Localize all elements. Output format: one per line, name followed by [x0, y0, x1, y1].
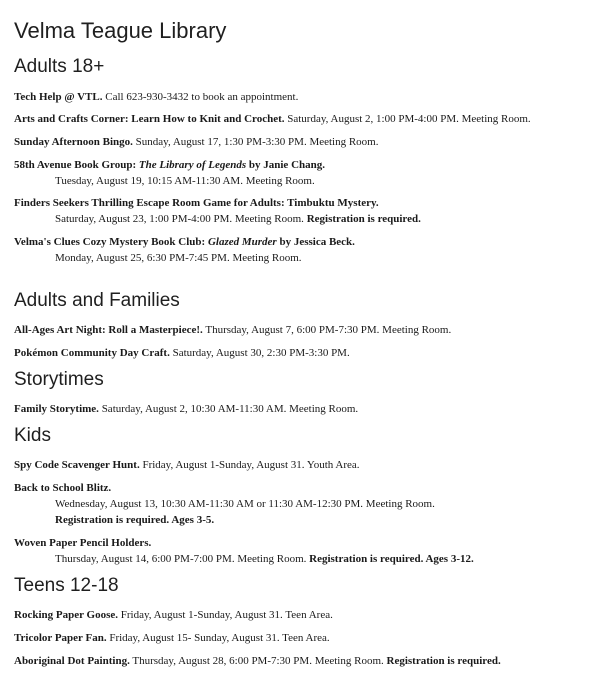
event-name: Tech Help @ VTL.	[14, 91, 103, 103]
event-paper-fan	[14, 631, 330, 645]
event-details: Saturday, August 23, 1:00 PM-4:00 PM. Meeting Room.	[55, 213, 307, 225]
event-name: Aboriginal Dot Painting.	[14, 655, 130, 667]
age-range: Ages 3-5.	[169, 514, 215, 526]
event-details: Sunday, August 17, 1:30 PM-3:30 PM. Meeting Room.	[132, 136, 379, 148]
event-escape-room	[14, 196, 379, 210]
event-name: Velma's Clues Cozy Mystery Book Club:	[14, 236, 208, 248]
registration-note: Registration is required.	[309, 553, 424, 565]
page-title: Velma Teague Library	[14, 18, 227, 43]
event-back-to-school-registration	[55, 513, 214, 527]
section-heading-families: Adults and Families	[14, 290, 180, 311]
event-pencil-holders-details	[55, 552, 474, 566]
event-mystery-club-details: Monday, August 25, 6:30 PM-7:45 PM. Meeting Room.	[55, 252, 302, 264]
registration-note: Registration is required.	[306, 213, 421, 225]
event-spy-code	[14, 458, 360, 472]
section-heading-teens: Teens 12-18	[14, 575, 119, 596]
event-details: Thursday, August 28, 6:00 PM-7:30 PM. Meeting Room.	[129, 655, 387, 667]
event-tech-help	[14, 90, 298, 104]
event-name: Pokémon Community Day Craft.	[14, 347, 170, 359]
event-details: Friday, August 1-Sunday, August 31. Youth Area.	[139, 459, 360, 471]
event-back-to-school	[14, 481, 111, 495]
event-name: Rocking Paper Goose.	[14, 609, 118, 621]
event-details: Saturday, August 2, 10:30 AM-11:30 AM. Meeting Room.	[98, 403, 359, 415]
event-name: Family Storytime.	[14, 403, 99, 415]
event-details: Thursday, August 7, 6:00 PM-7:30 PM. Meeting Room.	[202, 324, 452, 336]
event-details: Friday, August 15- Sunday, August 31. Teen Area.	[106, 632, 330, 644]
event-name: 58th Avenue Book Group:	[14, 159, 139, 171]
event-details: Thursday, August 14, 6:00 PM-7:00 PM. Meeting Room.	[55, 553, 310, 565]
event-name: Arts and Crafts Corner: Learn How to Knit and Crochet.	[14, 113, 285, 125]
event-name: Finders Seekers Thrilling Escape Room Game for Adults: Timbuktu Mystery.	[14, 197, 379, 209]
event-family-storytime	[14, 402, 358, 416]
registration-note: Registration is required.	[55, 514, 170, 526]
event-pokemon	[14, 346, 350, 360]
event-name: Spy Code Scavenger Hunt.	[14, 459, 140, 471]
section-heading-kids: Kids	[14, 425, 51, 446]
section-heading-adults: Adults 18+	[14, 56, 105, 77]
event-name: Back to School Blitz.	[14, 482, 112, 494]
book-title: Glazed Murder	[207, 236, 277, 248]
event-details: Saturday, August 30, 2:30 PM-3:30 PM.	[169, 347, 350, 359]
event-author: by Janie Chang.	[246, 159, 325, 171]
event-pencil-holders	[14, 536, 151, 550]
event-paper-goose	[14, 608, 333, 622]
registration-note: Registration is required.	[386, 655, 501, 667]
event-name: Sunday Afternoon Bingo.	[14, 136, 133, 148]
event-details: Call 623-930-3432 to book an appointment.	[102, 91, 299, 103]
event-name: All-Ages Art Night: Roll a Masterpiece!.	[14, 324, 203, 336]
event-arts-crafts	[14, 112, 531, 126]
event-mystery-club	[14, 235, 355, 249]
event-book-group-details: Tuesday, August 19, 10:15 AM-11:30 AM. Meeting Room.	[55, 175, 315, 187]
section-heading-storytimes: Storytimes	[14, 369, 104, 390]
event-escape-room-details	[55, 212, 421, 226]
event-details: Saturday, August 2, 1:00 PM-4:00 PM. Meeting Room.	[284, 113, 531, 125]
event-author: by Jessica Beck.	[276, 236, 355, 248]
event-art-night	[14, 323, 451, 337]
event-book-group	[14, 158, 325, 172]
book-title: The Library of Legends	[138, 159, 247, 171]
event-name: Woven Paper Pencil Holders.	[14, 537, 152, 549]
event-dot-painting	[14, 654, 501, 668]
age-range: Ages 3-12.	[423, 553, 474, 565]
event-back-to-school-details: Wednesday, August 13, 10:30 AM-11:30 AM or 11:30 AM-12:30 PM. Meeting Room.	[55, 498, 435, 510]
event-bingo	[14, 135, 379, 149]
event-details: Friday, August 1-Sunday, August 31. Teen Area.	[118, 609, 333, 621]
event-name: Tricolor Paper Fan.	[14, 632, 107, 644]
